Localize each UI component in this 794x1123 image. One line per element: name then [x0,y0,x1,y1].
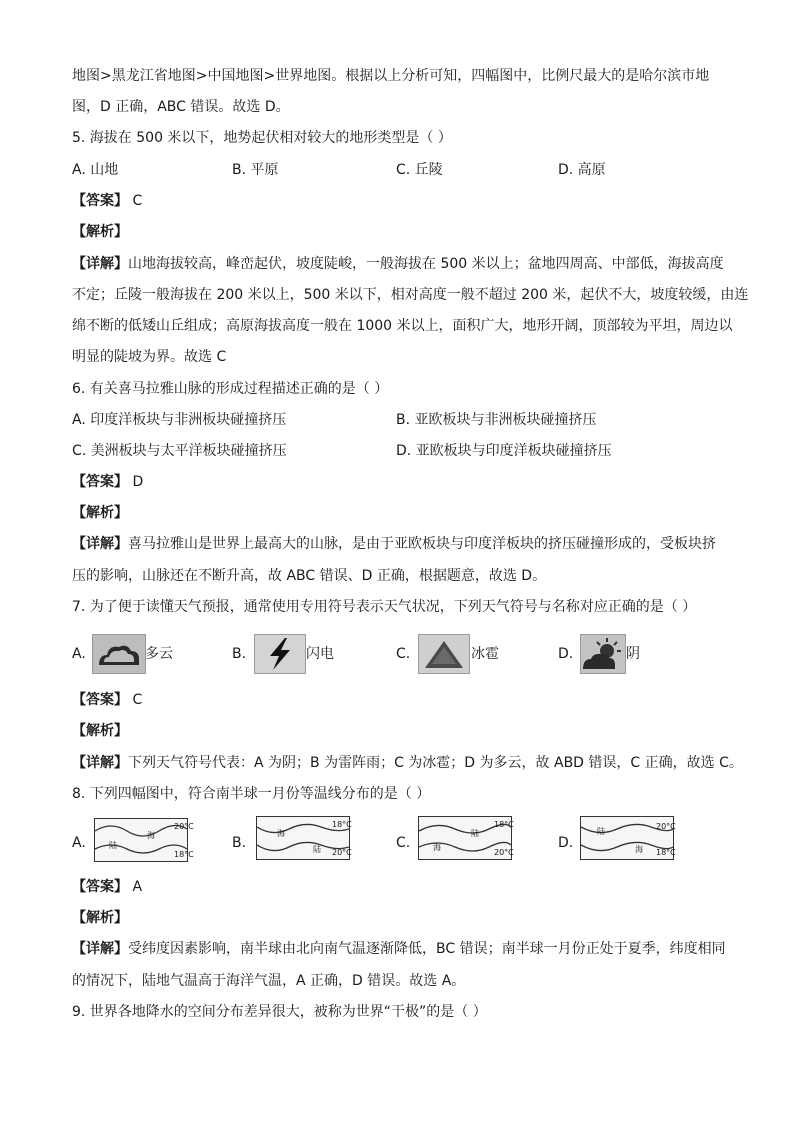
intro-line-2: 图，D 正确，ABC 错误。故选 D。 [72,99,290,115]
intro-line-1: 地图>黑龙江省地图>中国地图>世界地图。根据以上分析可知，四幅图中，比例尺最大的是哈尔滨市地 [72,68,710,84]
lightning-icon [254,634,306,674]
hail-icon [418,634,470,674]
temp-label-top: 18°C [494,820,514,829]
q7-option-c-letter: C. [396,646,411,662]
detail-text: 受纬度因素影响，南半球由北向南气温逐渐降低，BC 错误；南半球一月份正处于夏季，纬度相同 [128,941,726,957]
detail-tag: 【详解】 [72,256,128,272]
land-label: 陆 [109,841,117,850]
q5-detail-3: 绵不断的低矮山丘组成；高原海拔高度一般在 1000 米以上，面积广大，地形开阔，顶部较为平坦，周边以 [72,318,733,334]
q8-stem: 8. 下列四幅图中，符合南半球一月份等温线分布的是（ ） [72,786,431,802]
q7-option-d-letter: D. [558,646,574,662]
q7-detail-1 [72,753,743,773]
temp-label-bottom: 20°C [494,848,514,857]
q6-option-d: D. 亚欧板块与印度洋板块碰撞挤压 [396,443,612,459]
q5-analysis-tag [72,222,128,242]
q5-option-a: A. 山地 [72,162,119,178]
detail-text: 下列天气符号代表：A 为阴；B 为雷阵雨；C 为冰雹；D 为多云，故 ABD 错误，C 正确，故选 C。 [128,755,743,771]
temp-label-top: 20°C [656,822,676,831]
answer-value: D [132,474,144,490]
q8-option-d-letter: D. [558,835,574,851]
q6-analysis-tag [72,503,128,523]
sea-label: 海 [147,831,155,840]
answer-value: C [132,692,143,708]
q5-detail-1 [72,254,724,274]
answer-tag: 【答案】 [72,474,128,490]
answer-tag: 【答案】 [72,692,128,708]
q8-option-c-letter: C. [396,835,411,851]
sea-label: 海 [277,829,285,838]
q8-detail-2: 的情况下，陆地气温高于海洋气温，A 正确，D 错误。故选 A。 [72,973,466,989]
q5-option-d: D. 高原 [558,162,606,178]
land-label: 陆 [597,827,605,836]
q6-option-c: C. 美洲板块与太平洋板块碰撞挤压 [72,443,287,459]
q7-option-a-name: 多云 [145,646,173,662]
sea-label: 海 [433,843,441,852]
q7-option-b-name: 闪电 [306,646,334,662]
q8-option-a-letter: A. [72,835,86,851]
land-label: 陆 [313,845,321,854]
temp-label-top: 18°C [332,820,352,829]
answer-value: C [132,193,143,209]
q6-answer [72,472,143,492]
detail-tag: 【详解】 [72,941,128,957]
q6-stem: 6. 有关喜马拉雅山脉的形成过程描述正确的是（ ） [72,381,389,397]
detail-tag: 【详解】 [72,536,128,552]
temp-label-bottom: 18°C [656,848,676,857]
answer-value: A [132,879,143,895]
analysis-tag: 【解析】 [72,723,128,739]
q9-stem: 9. 世界各地降水的空间分布差异很大，被称为世界“干极”的是（ ） [72,1004,487,1020]
q5-detail-2: 不定；丘陵一般海拔在 200 米以上，500 米以下，相对高度一般不超过 200 米，起伏不大，坡度较缓，由连 [72,287,749,303]
q5-stem: 5. 海拔在 500 米以下，地势起伏相对较大的地形类型是（ ） [72,130,452,146]
q5-option-c: C. 丘陵 [396,162,443,178]
q7-stem: 7. 为了便于读懂天气预报，通常使用专用符号表示天气状况，下列天气符号与名称对应正确的是（ ） [72,599,697,615]
partly-cloudy-icon [580,634,626,674]
temp-label-bottom: 18°C [174,850,194,859]
q7-option-b-letter: B. [232,646,247,662]
q8-detail-1 [72,939,726,959]
temp-label-top: 20°C [174,822,194,831]
analysis-tag: 【解析】 [72,224,128,240]
q5-option-b: B. 平原 [232,162,279,178]
q7-analysis-tag [72,721,128,741]
land-label: 陆 [471,829,479,838]
answer-tag: 【答案】 [72,193,128,209]
detail-text: 山地海拔较高，峰峦起伏，坡度陡峻，一般海拔在 500 米以上；盆地四周高、中部低，海拔高度 [128,256,724,272]
q8-answer [72,877,142,897]
q7-option-a-letter: A. [72,646,86,662]
analysis-tag: 【解析】 [72,910,128,926]
temp-label-bottom: 20°C [332,848,352,857]
answer-tag: 【答案】 [72,879,128,895]
q5-answer [72,191,142,211]
detail-text: 喜马拉雅山是世界上最高大的山脉，是由于亚欧板块与印度洋板块的挤压碰撞形成的，受板块挤 [128,536,716,552]
q8-analysis-tag [72,908,128,928]
q7-answer [72,690,142,710]
q6-option-a: A. 印度洋板块与非洲板块碰撞挤压 [72,412,287,428]
q6-detail-2: 压的影响，山脉还在不断升高，故 ABC 错误、D 正确，根据题意，故选 D。 [72,568,547,584]
q5-detail-4: 明显的陡坡为界。故选 C [72,349,227,365]
q8-option-b-letter: B. [232,835,247,851]
q6-option-b: B. 亚欧板块与非洲板块碰撞挤压 [396,412,597,428]
detail-tag: 【详解】 [72,755,128,771]
sea-label: 海 [635,845,643,854]
q6-detail-1 [72,534,716,554]
analysis-tag: 【解析】 [72,505,128,521]
q7-option-d-name: 阴 [626,646,640,662]
cloudy-overcast-icon [92,634,146,674]
q7-option-c-name: 冰雹 [471,646,499,662]
